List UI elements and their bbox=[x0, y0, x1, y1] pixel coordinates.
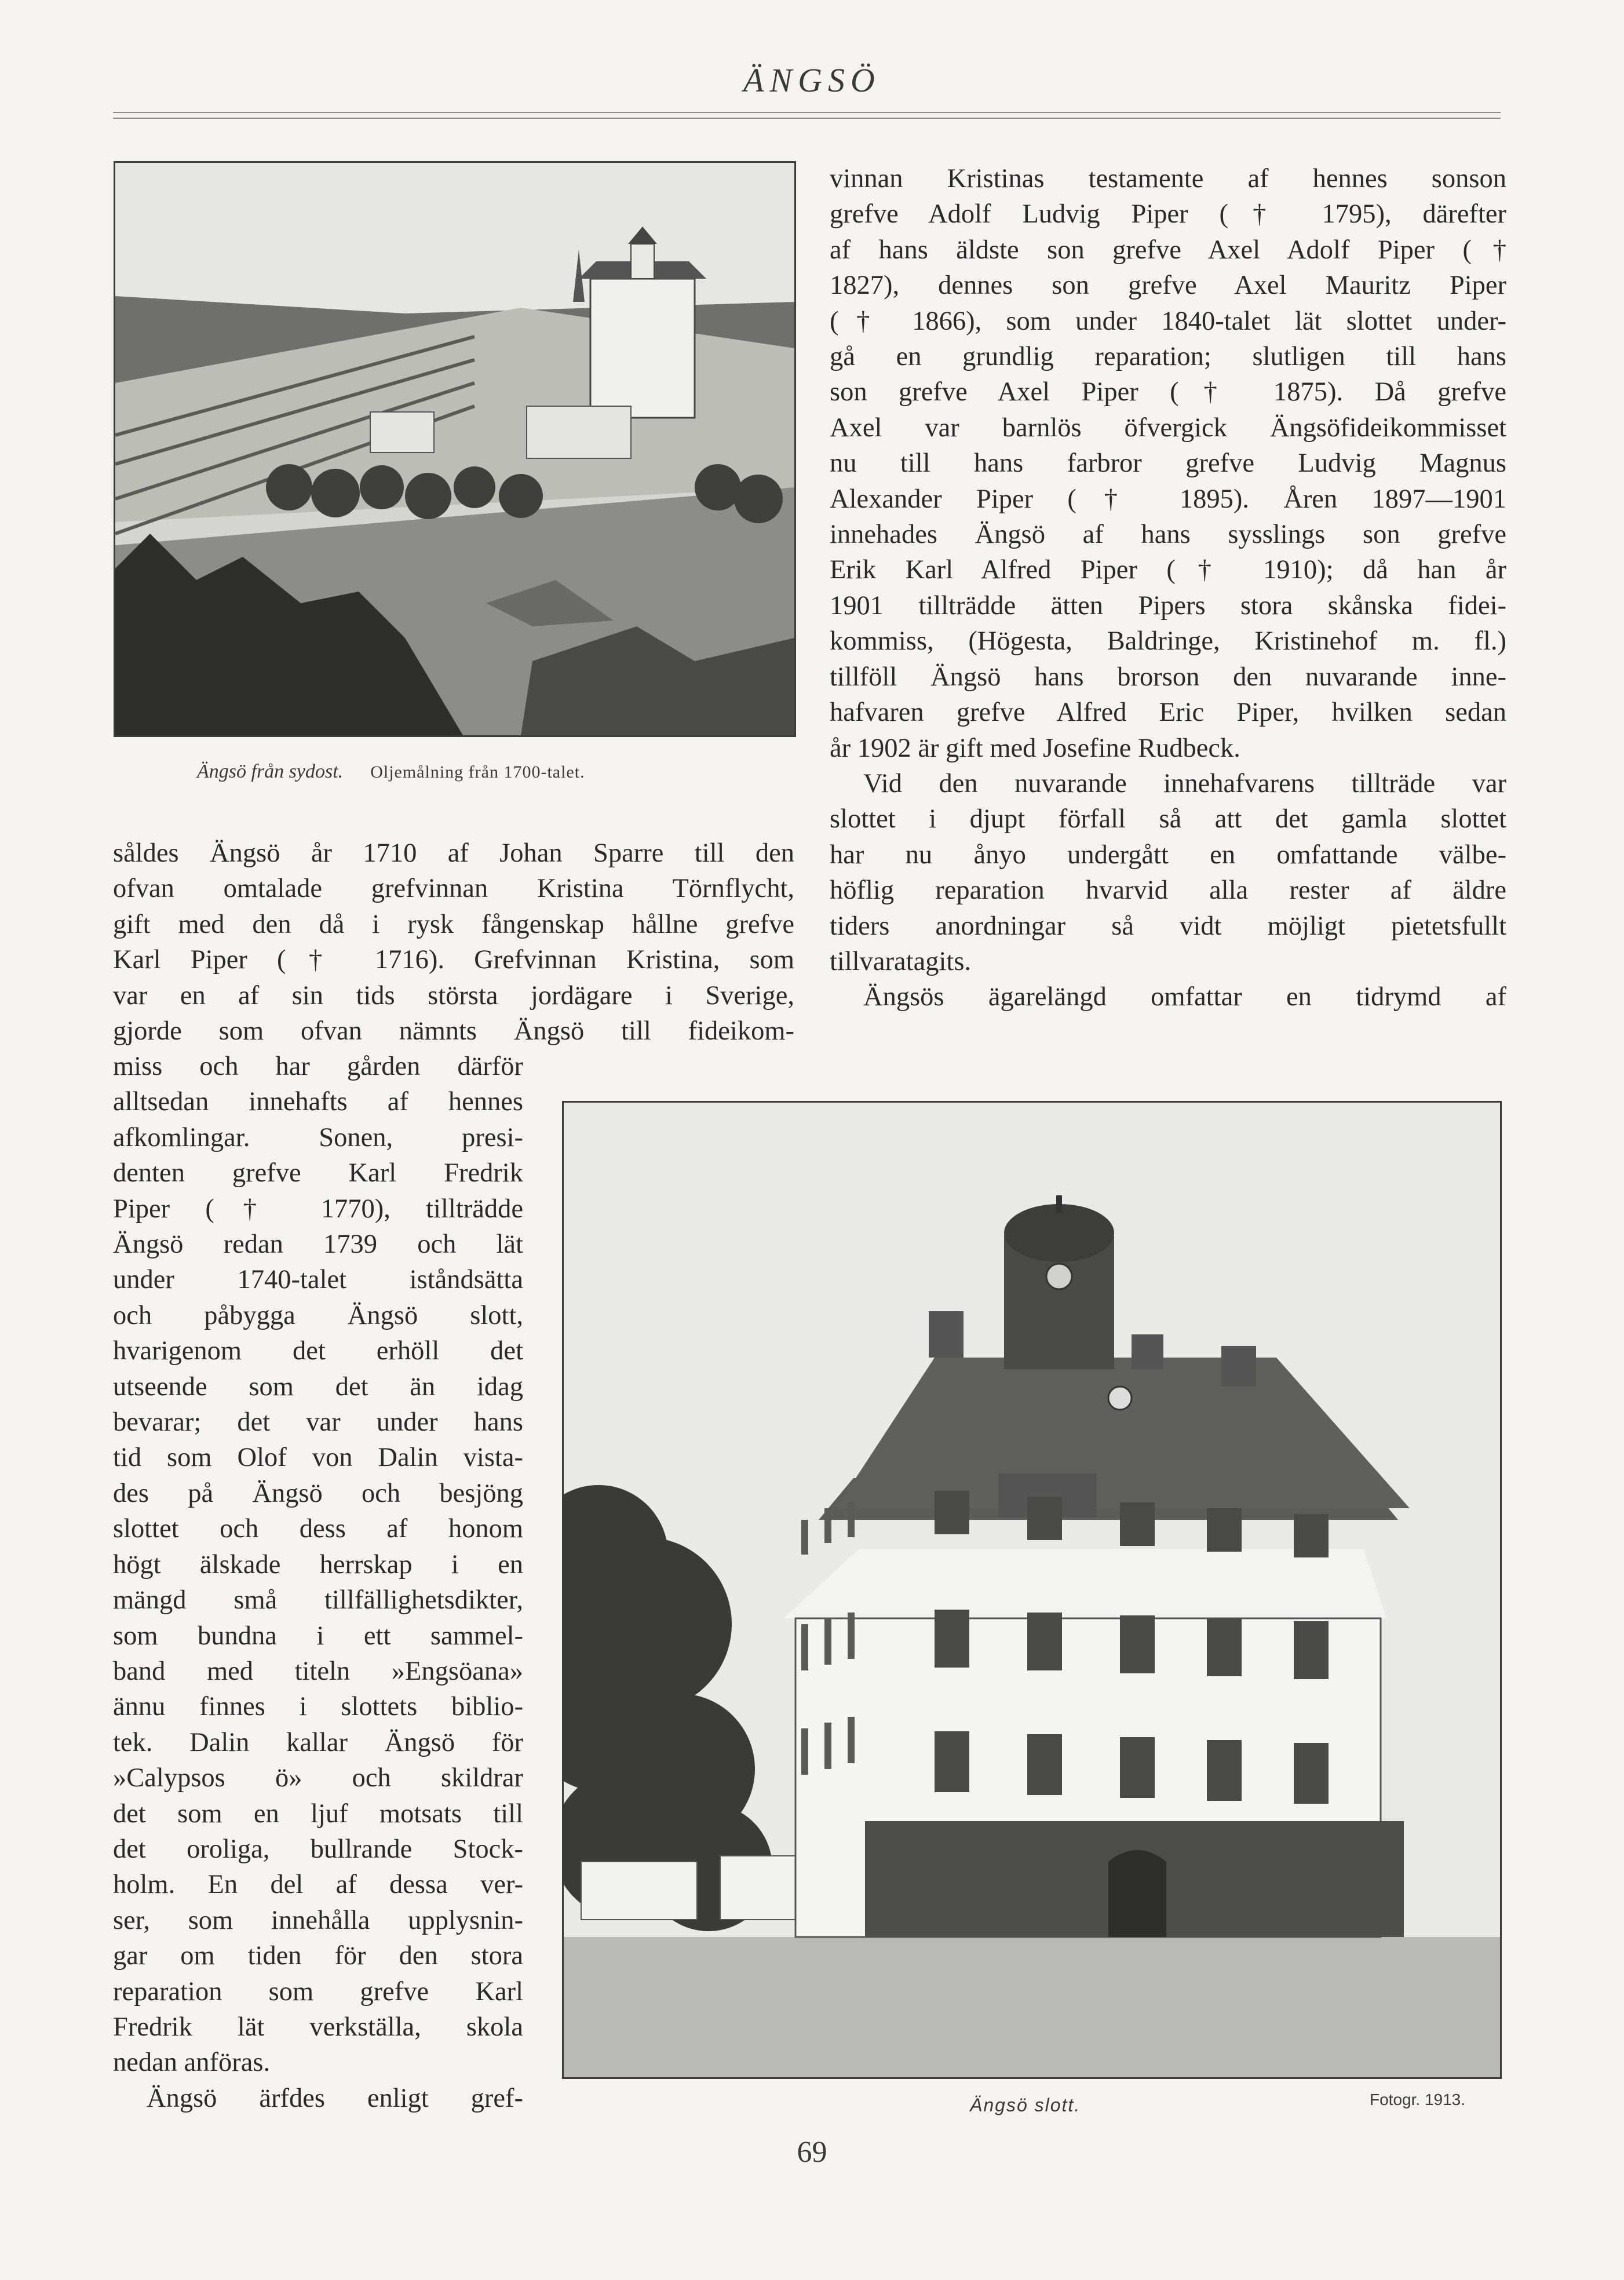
text-line: Fredrik lät verkställa, skola bbox=[113, 2012, 523, 2042]
header-rule bbox=[113, 118, 1501, 119]
text-line: Vid den nuvarande innehafvarens tillträde var bbox=[863, 768, 1506, 798]
page-header: ÄNGSÖ bbox=[743, 61, 881, 99]
castle-photo bbox=[564, 1103, 1500, 2077]
text-line: reparation som grefve Karl bbox=[113, 1976, 523, 2007]
text-line: tid som Olof von Dalin vista- bbox=[113, 1443, 523, 1473]
text-line: slottet i djupt förfall så att det gamla slottet bbox=[830, 804, 1506, 834]
text-line: tillvaratagits. bbox=[830, 946, 972, 976]
caption-title: Ängsö från sydost. bbox=[197, 761, 344, 782]
text-line: gjorde som ofvan nämnts Ängsö till fideikom- bbox=[113, 1016, 794, 1046]
text-line: Axel var barnlös öfvergick Ängsöfideikommisset bbox=[830, 413, 1506, 443]
text-line: tiders anordningar så vidt möjligt pietetsfullt bbox=[830, 911, 1506, 941]
text-line: »Calypsos ö» och skildrar bbox=[113, 1763, 523, 1793]
text-line: gar om tiden för den stora bbox=[113, 1941, 523, 1971]
text-line: Karl Piper († 1716). Grefvinnan Kristina, som bbox=[113, 945, 794, 975]
text-line: 1901 tillträdde ätten Pipers stora skånska fidei- bbox=[830, 590, 1506, 621]
text-line: nedan anföras. bbox=[113, 2048, 271, 2078]
text-line: ser, som innehålla upplysnin- bbox=[113, 1905, 523, 1935]
text-line: och påbygga Ängsö slott, bbox=[113, 1300, 523, 1330]
text-line: gift med den då i rysk fångenskap hållne grefve bbox=[113, 909, 794, 939]
painting-caption bbox=[197, 761, 585, 783]
text-line: slottet och dess af honom bbox=[113, 1514, 523, 1544]
text-line: ofvan omtalade grefvinnan Kristina Törnflycht, bbox=[113, 874, 794, 904]
left-column-top bbox=[113, 836, 794, 1049]
text-line: hafvaren grefve Alfred Eric Piper, hvilken sedan bbox=[830, 698, 1506, 728]
text-line: gå en grundlig reparation; slutligen till hans bbox=[830, 342, 1506, 372]
text-line: år 1902 är gift med Josefine Rudbeck. bbox=[830, 733, 1240, 763]
text-line: († 1866), som under 1840-talet lät slottet under- bbox=[830, 306, 1506, 336]
text-line: såldes Ängsö år 1710 af Johan Sparre till den bbox=[113, 838, 794, 868]
right-column bbox=[830, 161, 1506, 1015]
text-line: har nu ånyo undergått en omfattande välbe- bbox=[830, 840, 1506, 870]
photo-caption-credit: Fotogr. 1913. bbox=[1370, 2091, 1466, 2108]
page-number: 69 bbox=[797, 2136, 827, 2169]
text-line: det som en ljuf motsats till bbox=[113, 1799, 523, 1829]
painting-image bbox=[115, 163, 794, 735]
caption-note: Oljemålning från 1700-talet. bbox=[370, 763, 585, 782]
left-column-narrow bbox=[113, 1049, 523, 2116]
text-line: Ängsö ärfdes enligt gref- bbox=[147, 2083, 523, 2113]
text-line: Ängsö redan 1739 och lät bbox=[113, 1230, 523, 1260]
text-line: 1827), dennes son grefve Axel Mauritz Piper bbox=[830, 271, 1506, 301]
text-line: var en af sin tids största jordägare i Sverige, bbox=[113, 980, 794, 1011]
text-line: alltsedan innehafts af hennes bbox=[113, 1087, 523, 1117]
text-line: hvarigenom det erhöll det bbox=[113, 1336, 523, 1366]
text-line: denten grefve Karl Fredrik bbox=[113, 1158, 523, 1188]
text-line: Erik Karl Alfred Piper († 1910); då han år bbox=[830, 555, 1506, 585]
text-line: höflig reparation hvarvid alla rester af äldre bbox=[830, 875, 1506, 906]
text-line: afkomlingar. Sonen, presi- bbox=[113, 1122, 523, 1152]
text-line: Alexander Piper († 1895). Åren 1897—1901 bbox=[830, 484, 1506, 514]
text-line: des på Ängsö och besjöng bbox=[113, 1478, 523, 1508]
text-line: som bundna i ett sammel- bbox=[113, 1621, 523, 1651]
text-line: högt älskade herrskap i en bbox=[113, 1549, 523, 1579]
text-line: Ängsös ägarelängd omfattar en tidrymd af bbox=[863, 982, 1506, 1012]
text-line: det oroliga, bullrande Stock- bbox=[113, 1834, 523, 1864]
text-line: tillföll Ängsö hans brorson den nuvarande inne- bbox=[830, 662, 1506, 692]
text-line: son grefve Axel Piper († 1875). Då grefve bbox=[830, 377, 1506, 407]
text-line: holm. En del af dessa ver- bbox=[113, 1870, 523, 1900]
text-line: af hans äldste son grefve Axel Adolf Piper († bbox=[830, 235, 1506, 265]
text-line: tek. Dalin kallar Ängsö för bbox=[113, 1727, 523, 1757]
castle-photo-figure bbox=[562, 1101, 1502, 2079]
text-line: bevarar; det var under hans bbox=[113, 1407, 523, 1438]
text-line: band med titeln »Engsöana» bbox=[113, 1656, 523, 1686]
painting-figure bbox=[114, 161, 796, 737]
text-line: grefve Adolf Ludvig Piper († 1795), därefter bbox=[830, 199, 1506, 229]
text-line: mängd små tillfällighetsdikter, bbox=[113, 1585, 523, 1615]
text-line: nu till hans farbror grefve Ludvig Magnus bbox=[830, 448, 1506, 479]
header-rule bbox=[113, 112, 1501, 113]
text-line: miss och har gården därför bbox=[113, 1052, 523, 1081]
text-line: under 1740-talet iståndsätta bbox=[113, 1265, 523, 1295]
text-line: Piper († 1770), tillträdde bbox=[113, 1194, 523, 1224]
text-line: ännu finnes i slottets biblio- bbox=[113, 1692, 523, 1722]
text-line: innehades Ängsö af hans sysslings son grefve bbox=[830, 520, 1506, 550]
text-line: utseende som det än idag bbox=[113, 1371, 523, 1402]
text-line: kommiss, (Högesta, Baldringe, Kristinehof m. fl.) bbox=[830, 626, 1506, 656]
photo-caption-title: Ängsö slott. bbox=[970, 2095, 1081, 2115]
text-line: vinnan Kristinas testamente af hennes sonson bbox=[830, 164, 1506, 194]
